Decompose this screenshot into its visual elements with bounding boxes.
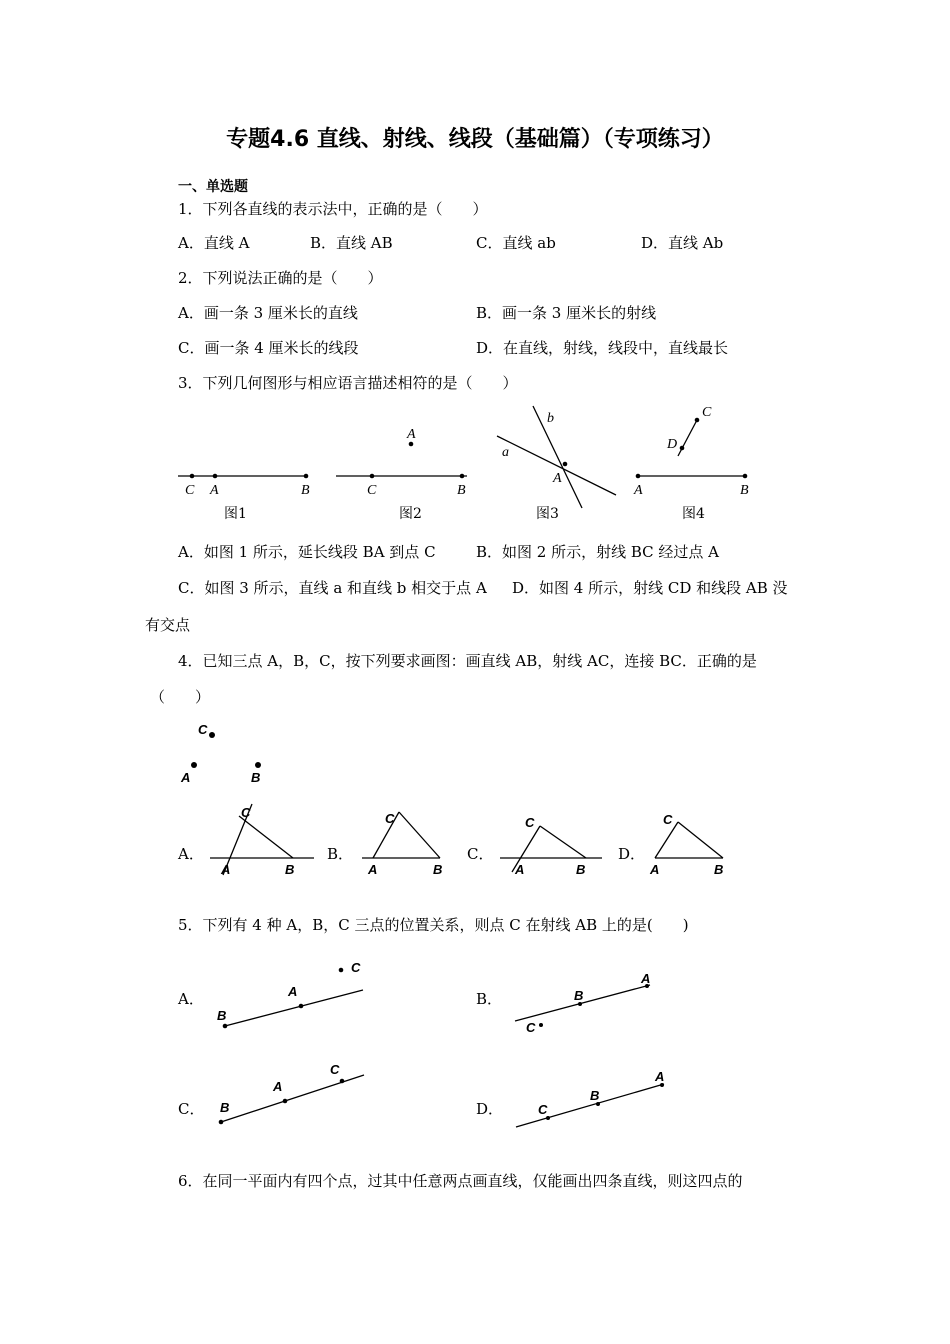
page-title: 专题4.6 直线、射线、线段（基础篇）（专项练习）	[226, 127, 724, 152]
q3-option-a: A．如图 1 所示，延长线段 BA 到点 C	[178, 543, 436, 561]
q5-option-b-figure	[515, 971, 650, 1035]
figure-caption: 图3	[536, 506, 559, 522]
section-heading: 一、单选题	[178, 179, 248, 195]
label-a-point: A	[553, 471, 562, 486]
label-b: B	[217, 1008, 227, 1023]
label-c: C	[198, 722, 208, 737]
q4-option-d-figure	[649, 812, 723, 877]
label-b: B	[590, 1088, 600, 1103]
q5-option-c: C．	[178, 1100, 205, 1118]
point-b	[460, 474, 465, 479]
point-b	[304, 474, 309, 479]
label-c: C	[330, 1062, 340, 1077]
label-b: B	[251, 770, 261, 785]
q4-option-a: A．	[178, 845, 204, 863]
label-b: B	[433, 862, 443, 877]
point-b	[743, 474, 748, 479]
label-a: A	[288, 984, 298, 999]
label-c: C	[351, 960, 361, 975]
label-c: C	[663, 812, 673, 827]
q1-option-d: D．直线 Ab	[641, 234, 724, 252]
q4-stem-continued: （ ）	[150, 688, 211, 706]
point-a	[191, 762, 197, 768]
q4-option-a-figure	[210, 804, 314, 877]
point-a	[409, 442, 414, 447]
label-a: A	[634, 483, 643, 498]
point-a	[563, 462, 568, 467]
figure-1	[178, 474, 310, 522]
q6-stem: 6．在同一平面内有四个点，过其中任意两点画直线，仅能画出四条直线，则这四点的	[178, 1172, 743, 1190]
q4-figures	[170, 712, 740, 887]
label-a: A	[368, 862, 378, 877]
label-b: B	[740, 483, 749, 498]
label-b: B	[285, 862, 295, 877]
q4-option-c: C．	[467, 845, 494, 863]
label-b: B	[574, 988, 584, 1003]
q5-option-a: A．	[178, 990, 204, 1008]
label-a: A	[210, 483, 219, 498]
point-a	[283, 1099, 288, 1104]
label-c: C	[385, 811, 395, 826]
point-b	[223, 1024, 228, 1029]
figure-caption: 图1	[224, 506, 247, 522]
label-a: A	[655, 1069, 665, 1084]
label-c: C	[702, 405, 712, 420]
q2-option-b: B．画一条 3 厘米长的射线	[476, 304, 657, 322]
figure-3	[497, 406, 616, 522]
q4-stem: 4．已知三点 A，B，C，按下列要求画图：画直线 AB，射线 AC，连接 BC．正确的是	[178, 652, 757, 670]
q2-option-d: D．在直线，射线，线段中，直线最长	[476, 339, 729, 357]
point-c	[190, 474, 195, 479]
label-c: C	[526, 1020, 536, 1035]
label-b: B	[714, 862, 724, 877]
q5-option-a-figure	[217, 960, 363, 1028]
label-b: B	[576, 862, 586, 877]
label-c: C	[525, 815, 535, 830]
label-a: A	[407, 427, 416, 442]
label-a: A	[273, 1079, 283, 1094]
point-a	[213, 474, 218, 479]
q3-option-d: D．如图 4 所示，射线 CD 和线段 AB 没	[512, 579, 788, 597]
label-c: C	[538, 1102, 548, 1117]
q4-option-b-figure	[362, 811, 442, 877]
q5-option-b: B．	[476, 990, 503, 1008]
q2-option-c: C．画一条 4 厘米长的线段	[178, 339, 359, 357]
point-c	[539, 1023, 543, 1027]
point-a	[636, 474, 641, 479]
figure-caption: 图2	[399, 506, 422, 522]
q5-figures	[170, 950, 710, 1135]
given-points	[180, 722, 261, 785]
q2-stem: 2．下列说法正确的是（ ）	[178, 269, 383, 287]
point-a	[299, 1004, 304, 1009]
point-c	[340, 1079, 345, 1084]
label-d: D	[667, 437, 678, 452]
label-b: B	[220, 1100, 230, 1115]
label-c: C	[185, 483, 195, 498]
figure-2	[336, 427, 467, 522]
label-b: B	[457, 483, 466, 498]
q5-option-c-figure	[219, 1062, 364, 1124]
q1-option-b: B．直线 AB	[310, 234, 393, 252]
label-a: A	[221, 862, 231, 877]
point-c	[209, 732, 215, 738]
point-d	[680, 446, 685, 451]
point-c	[370, 474, 375, 479]
q4-option-c-figure	[500, 815, 602, 877]
label-b: B	[301, 483, 310, 498]
q3-option-b: B．如图 2 所示，射线 BC 经过点 A	[476, 543, 720, 561]
label-b: b	[547, 411, 554, 426]
q5-stem: 5．下列有 4 种 A，B，C 三点的位置关系，则点 C 在射线 AB 上的是( )	[178, 916, 689, 934]
q3-option-d-continued: 有交点	[145, 616, 191, 634]
label-a: A	[515, 862, 525, 877]
figure-4	[633, 405, 749, 522]
label-a: A	[650, 862, 660, 877]
q3-figures	[170, 396, 790, 528]
label-c: C	[367, 483, 377, 498]
label-a: A	[641, 971, 651, 986]
point-c	[339, 968, 344, 973]
q3-option-c: C．如图 3 所示，直线 a 和直线 b 相交于点 A	[178, 579, 487, 597]
q1-option-c: C．直线 ab	[476, 234, 556, 252]
label-a: A	[181, 770, 191, 785]
point-c	[695, 418, 700, 423]
q4-option-b: B．	[327, 845, 354, 863]
q1-option-a: A．直线 A	[178, 234, 250, 252]
q1-stem: 1．下列各直线的表示法中，正确的是（ ）	[178, 200, 488, 218]
q2-option-a: A．画一条 3 厘米长的直线	[178, 304, 358, 322]
label-a-line: a	[502, 445, 509, 460]
label-c: C	[241, 805, 251, 820]
q4-option-d: D．	[618, 845, 646, 863]
figure-caption: 图4	[682, 506, 705, 522]
point-b	[255, 762, 261, 768]
q5-option-d-figure	[516, 1069, 664, 1127]
q5-option-d: D．	[476, 1100, 504, 1118]
point-b	[219, 1120, 224, 1125]
q3-stem: 3．下列几何图形与相应语言描述相符的是（ ）	[178, 374, 518, 392]
